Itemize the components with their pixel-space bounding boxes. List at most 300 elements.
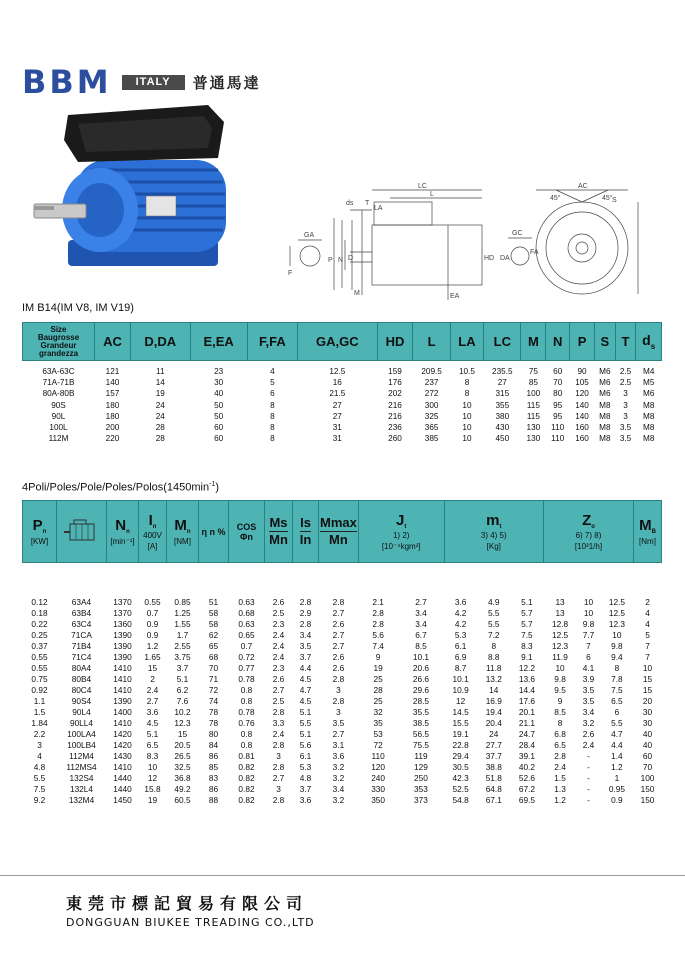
table-cell: 60	[553, 367, 563, 376]
table-cell: 0.9	[146, 629, 159, 640]
table-cell: 0.68	[238, 607, 255, 618]
header-mmax-mn: $\frac{Mmax}{Mn}$	[319, 501, 359, 563]
table-cell: 21.1	[518, 717, 535, 728]
table-cell: 5.5	[611, 717, 623, 728]
spacer-row	[23, 563, 662, 597]
table-cell: 2.6	[272, 596, 285, 607]
table-cell: 2.5	[272, 695, 285, 706]
header-ac: AC	[95, 323, 131, 361]
header-d-da: D,DA	[130, 323, 190, 361]
table-cell: 5.1	[521, 596, 533, 607]
table-cell: 4.2	[454, 618, 467, 629]
table-cell: 0.8	[240, 739, 253, 750]
table-cell: 71A-71B	[42, 378, 75, 388]
table-cell: 80B4	[71, 673, 92, 684]
table-cell: 12.5	[608, 596, 625, 607]
label-ac: AC	[578, 183, 588, 190]
table-cell: 12.2	[518, 662, 535, 673]
table-cell: 75.5	[412, 739, 430, 750]
table-cell: 0.78	[238, 673, 255, 684]
table-cell: 2.6	[332, 651, 345, 662]
table-cell: 10	[462, 411, 472, 421]
table-cell: 8	[270, 434, 275, 444]
table-cell: 2.8	[332, 596, 345, 607]
table-cell: M8	[643, 411, 655, 421]
table-cell: 65	[208, 640, 219, 651]
table-cell: 1.2	[554, 794, 566, 805]
table-cell: 2.8	[372, 618, 384, 629]
header-pn: $P_n$ [KW]	[23, 501, 57, 563]
table-cell: 13.6	[518, 673, 535, 684]
table-cell: 8.5	[415, 640, 427, 651]
table-cell: 30.5	[452, 761, 469, 772]
table-cell: 0.76	[238, 717, 255, 728]
table-cell: 4	[270, 367, 275, 376]
table-cell: 9	[557, 695, 563, 706]
table-cell: 353	[414, 783, 428, 794]
table-cell: 2.55	[174, 640, 191, 651]
table-cell: 10	[555, 662, 565, 673]
table-cell: 121	[105, 367, 120, 376]
dimensions-header-row	[23, 323, 662, 361]
table-cell: 60	[214, 434, 224, 444]
table-cell: 70	[553, 378, 563, 388]
table-cell: 1	[614, 772, 620, 783]
table-cell: 90L4	[72, 706, 91, 717]
table-cell: 0.81	[238, 750, 255, 761]
table-cell: 100L	[49, 423, 68, 433]
label-hd: HD	[484, 255, 495, 262]
table-cell: 110	[551, 434, 565, 444]
table-cell: 0.25	[31, 629, 48, 640]
table-cell: 17.6	[518, 695, 535, 706]
table-cell: 1420	[113, 728, 132, 739]
table-cell: 6	[270, 389, 275, 399]
table-cell: 2.7	[332, 728, 345, 739]
table-cell: M8	[599, 411, 611, 421]
table-cell: 112M4	[69, 750, 94, 761]
table-cell: 7	[645, 651, 650, 662]
table-cell: 1440	[113, 783, 132, 794]
table-cell: 71	[208, 673, 219, 684]
table-cell: -	[587, 772, 590, 783]
table-cell: 132S4	[69, 772, 94, 783]
header-l: L	[413, 323, 450, 361]
table-row	[23, 663, 662, 674]
table-cell: 6.1	[299, 750, 312, 761]
table-cell: 16.9	[485, 695, 502, 706]
table-cell: 2.8	[299, 596, 312, 607]
table-cell: 5.1	[299, 706, 312, 717]
table-cell: 0.8	[240, 684, 253, 695]
table-cell: 0.18	[31, 607, 48, 618]
table-cell: M6	[643, 389, 655, 399]
table-cell: 8	[464, 389, 470, 399]
table-cell: M8	[599, 423, 611, 433]
table-cell: 19.4	[485, 706, 502, 717]
table-cell: 24.7	[518, 728, 535, 739]
table-cell: 2.4	[582, 739, 595, 750]
table-row	[23, 630, 662, 641]
table-cell: 90S	[51, 400, 66, 410]
table-cell: 6	[586, 651, 591, 662]
table-cell: 71B4	[71, 640, 92, 651]
label-da: DA	[500, 255, 510, 262]
table-cell: 160	[575, 423, 589, 433]
table-cell: 40	[214, 389, 224, 399]
table-cell: 1.25	[174, 607, 191, 618]
table-cell: 9.2	[33, 794, 46, 805]
table-cell: 1.55	[174, 618, 191, 629]
table-cell: 105	[575, 378, 589, 388]
table-cell: 27.7	[485, 739, 502, 750]
table-cell: 2.8	[372, 607, 384, 618]
table-cell: 12.5	[551, 629, 569, 640]
table-cell: 75	[528, 367, 538, 376]
table-cell: -	[587, 750, 590, 761]
table-cell: 1450	[113, 794, 132, 805]
table-row	[23, 718, 662, 729]
table-cell: 4.1	[582, 662, 595, 673]
table-cell: 27	[332, 411, 342, 421]
table-cell: 8	[557, 717, 563, 728]
table-cell: 2.7	[332, 607, 345, 618]
table-cell: 4.5	[146, 717, 159, 728]
table-cell: 12.3	[174, 717, 191, 728]
table-cell: 3	[37, 739, 42, 750]
table-row	[23, 762, 662, 773]
table-cell: 216	[388, 411, 402, 421]
table-cell: 7.8	[611, 673, 623, 684]
table-cell: 39.1	[518, 750, 535, 761]
table-cell: 2.7	[332, 629, 345, 640]
table-cell: 3.5	[582, 684, 595, 695]
table-cell: 1.4	[611, 750, 623, 761]
header-la: LA	[450, 323, 483, 361]
table-cell: 80A4	[71, 662, 92, 673]
table-cell: 2.4	[272, 629, 285, 640]
table-cell: 300	[424, 400, 439, 410]
table-cell: 160	[575, 434, 589, 444]
header-motor-icon	[57, 501, 107, 563]
label-gc: GC	[512, 230, 523, 237]
table-cell: 4.7	[299, 684, 312, 695]
table-cell: 28.5	[412, 695, 430, 706]
table-cell: 0.7	[240, 640, 253, 651]
table-cell: 67.1	[485, 794, 502, 805]
table-cell: M8	[599, 434, 611, 444]
table-cell: M8	[599, 400, 611, 410]
table-cell: 5.7	[521, 618, 533, 629]
table-cell: 85	[208, 761, 219, 772]
table-cell: 28	[373, 684, 383, 695]
table-row	[23, 674, 662, 685]
table-cell: 132L4	[69, 783, 94, 794]
table-cell: 9.5	[554, 684, 566, 695]
label-n: N	[338, 257, 344, 264]
table-cell: 78	[208, 717, 219, 728]
table-cell: 1.2	[146, 640, 159, 651]
label-angle-left: 45°	[550, 195, 561, 202]
table-cell: 2.7	[415, 596, 427, 607]
table-cell: M8	[643, 423, 655, 433]
table-cell: 8.3	[146, 750, 159, 761]
table-cell: 2.3	[272, 618, 285, 629]
table-cell: 129	[414, 761, 428, 772]
table-cell: 180	[105, 411, 120, 421]
table-cell: 0.92	[31, 684, 48, 695]
table-cell: 10	[462, 434, 472, 444]
table-cell: 7.5	[611, 684, 623, 695]
table-cell: 15.5	[452, 717, 469, 728]
table-cell: M6	[599, 378, 611, 388]
table-cell: 0.85	[174, 596, 191, 607]
table-cell: 3.2	[582, 717, 595, 728]
brand-logo: BBM	[22, 63, 112, 101]
table-cell: 0.82	[238, 783, 255, 794]
table-cell: 7.6	[176, 695, 189, 706]
table-cell: 2.9	[299, 607, 312, 618]
header-cos: COS Φn	[229, 501, 265, 563]
table-cell: 10.5	[459, 367, 475, 376]
table-cell: 10	[583, 596, 594, 607]
table-cell: 365	[424, 423, 439, 433]
table-cell: 20.6	[412, 662, 430, 673]
table-cell: 80	[553, 389, 563, 399]
table-cell: 3	[623, 411, 628, 421]
header-p: P	[570, 323, 595, 361]
table-cell: 4.4	[299, 662, 312, 673]
header-s: S	[594, 323, 615, 361]
table-cell: 20.4	[485, 717, 502, 728]
table-cell: 5.6	[372, 629, 384, 640]
table-cell: 12.3	[608, 618, 625, 629]
table-cell: 0.63	[238, 618, 255, 629]
table-cell: 2	[150, 673, 155, 684]
table-cell: 1410	[113, 673, 132, 684]
label-m: M	[354, 290, 360, 297]
table-cell: 7.4	[372, 640, 384, 651]
table-cell: 100LB4	[67, 739, 96, 750]
table-cell: 10	[462, 423, 472, 433]
table-cell: 3	[623, 400, 628, 410]
table-cell: 4.4	[611, 739, 623, 750]
table-cell: 120	[575, 389, 589, 399]
header-eta: η n %	[199, 501, 229, 563]
side-view-drawing	[290, 180, 495, 300]
table-cell: M4	[643, 367, 655, 376]
table-cell: M5	[643, 378, 655, 388]
table-cell: 2.8	[299, 618, 312, 629]
table-cell: 15.8	[144, 783, 161, 794]
end-view-drawing	[500, 180, 660, 300]
table-cell: 2.4	[146, 684, 159, 695]
table-cell: 236	[388, 423, 402, 433]
table-cell: 6.5	[611, 695, 623, 706]
table-cell: 24	[155, 400, 165, 410]
label-lc: LC	[418, 183, 427, 190]
table-cell: 0.37	[31, 640, 48, 651]
table-cell: 5.5	[488, 607, 500, 618]
table-cell: 176	[388, 378, 402, 388]
table-cell: 140	[575, 400, 589, 410]
table-cell: 119	[414, 750, 428, 761]
table-cell: 3.4	[332, 783, 345, 794]
table-cell: 12.3	[551, 640, 569, 651]
table-cell: 78	[208, 706, 219, 717]
table-cell: 15	[147, 662, 158, 673]
table-cell: 6.8	[554, 728, 566, 739]
table-cell: 3.2	[332, 772, 345, 783]
table-cell: 250	[414, 772, 428, 783]
table-cell: 4.7	[611, 728, 623, 739]
table-cell: 0.78	[238, 706, 255, 717]
table-row	[23, 608, 662, 619]
table-cell: 20.1	[518, 706, 535, 717]
table-cell: 31	[332, 423, 342, 433]
performance-header-row	[23, 501, 662, 563]
label-t: T	[365, 200, 370, 207]
table-cell: 1.1	[33, 695, 46, 706]
table-cell: 24	[155, 411, 165, 421]
table-cell: 52.6	[518, 772, 535, 783]
table-cell: 2	[645, 596, 650, 607]
table-cell: 110	[551, 423, 565, 433]
table-cell: 14	[489, 684, 499, 695]
table-cell: 1400	[113, 706, 132, 717]
table-cell: 1370	[113, 607, 132, 618]
table-cell: 3.6	[332, 750, 345, 761]
table-row	[23, 377, 662, 388]
table-cell: 9.8	[582, 618, 595, 629]
table-cell: 28	[155, 434, 165, 444]
table-cell: 19.1	[452, 728, 469, 739]
table-cell: 5.1	[299, 728, 312, 739]
table-row	[23, 400, 662, 411]
table-cell: 325	[424, 411, 439, 421]
table-cell: 3.4	[415, 607, 427, 618]
table-cell: 6.1	[454, 640, 467, 651]
table-cell: 95	[553, 411, 563, 421]
table-cell: 2.7	[272, 684, 285, 695]
table-cell: 60.5	[174, 794, 191, 805]
table-row	[23, 729, 662, 740]
table-cell: 52.5	[452, 783, 469, 794]
header-nn: $N_n$ [min⁻¹]	[107, 501, 139, 563]
table-cell: 0.12	[31, 596, 48, 607]
table-cell: 3.2	[332, 794, 345, 805]
table-cell: 19	[373, 662, 383, 673]
table-cell: 9.4	[611, 651, 623, 662]
table-cell: 5	[645, 629, 650, 640]
table-cell: 3.7	[299, 783, 312, 794]
table-cell: 12	[456, 695, 466, 706]
table-cell: 157	[105, 389, 120, 399]
table-cell: 85	[528, 378, 538, 388]
table-cell: 29.4	[452, 750, 469, 761]
table-cell: -	[587, 794, 590, 805]
table-cell: 1.7	[176, 629, 189, 640]
header-f-fa: F,FA	[247, 323, 297, 361]
table-cell: 12.8	[551, 618, 569, 629]
table-cell: 315	[495, 389, 510, 399]
table-cell: 13	[555, 607, 565, 618]
table-cell: 0.65	[238, 629, 255, 640]
table-cell: 5.7	[521, 607, 533, 618]
table-cell: 5.5	[299, 717, 312, 728]
table-cell: 1410	[113, 662, 132, 673]
table-cell: 0.75	[31, 673, 48, 684]
table-cell: 3.6	[299, 794, 312, 805]
table-cell: 63A-63C	[42, 367, 75, 376]
table-cell: 14.5	[452, 706, 469, 717]
table-cell: 3.4	[582, 706, 595, 717]
table-cell: 80A-80B	[42, 389, 75, 399]
table-cell: 53	[373, 728, 383, 739]
brand-header	[22, 62, 261, 102]
header-e-ea: E,EA	[190, 323, 247, 361]
table-cell: 100	[640, 772, 655, 783]
table-cell: 1410	[113, 684, 132, 695]
table-cell: 3	[336, 706, 341, 717]
table-row	[23, 388, 662, 399]
table-cell: 1440	[113, 772, 132, 783]
label-ds: ds	[346, 200, 354, 207]
table-cell: 9.8	[611, 640, 623, 651]
table-cell: 88	[208, 794, 219, 805]
table-cell: 2.8	[272, 794, 285, 805]
table-cell: 1420	[113, 739, 132, 750]
table-cell: 1.84	[31, 717, 48, 728]
header-is-in: $\frac{Is}{In}$	[293, 501, 319, 563]
table-cell: 71C4	[71, 651, 92, 662]
table-cell: 19	[155, 389, 165, 399]
motor-icon	[62, 518, 102, 544]
table-cell: 7.5	[33, 783, 46, 794]
table-cell: 1390	[113, 640, 132, 651]
table-cell: 130	[526, 423, 541, 433]
table-cell: 40	[642, 739, 653, 750]
table-cell: 1390	[113, 695, 132, 706]
table-cell: 10.2	[174, 706, 191, 717]
table-cell: 1390	[113, 629, 132, 640]
table-cell: 3.3	[272, 717, 285, 728]
table-cell: 70	[642, 761, 653, 772]
table-cell: 1390	[113, 651, 132, 662]
table-cell: 69.5	[518, 794, 535, 805]
table-cell: 3	[276, 783, 281, 794]
label-d: D	[348, 255, 354, 262]
table-cell: 10	[642, 662, 653, 673]
table-cell: 7.2	[488, 629, 500, 640]
table-cell: 2.6	[272, 673, 285, 684]
table-cell: 30	[642, 717, 653, 728]
table-cell: M6	[599, 367, 611, 376]
table-cell: 150	[640, 783, 655, 794]
table-cell: 0.55	[31, 662, 48, 673]
table-row	[23, 597, 662, 608]
table-cell: 20	[642, 695, 653, 706]
table-cell: 8	[491, 640, 497, 651]
header-jt: $J_t$ 1) 2) [10⁻⁴kgm²]	[358, 501, 444, 563]
header-in: $I_n$ 400V [A]	[139, 501, 167, 563]
table-cell: 11	[156, 367, 165, 376]
table-cell: 4	[37, 750, 42, 761]
table-cell: 8.3	[521, 640, 533, 651]
table-cell: 5.3	[454, 629, 467, 640]
label-la: LA	[374, 205, 383, 212]
table-cell: 14.4	[518, 684, 535, 695]
